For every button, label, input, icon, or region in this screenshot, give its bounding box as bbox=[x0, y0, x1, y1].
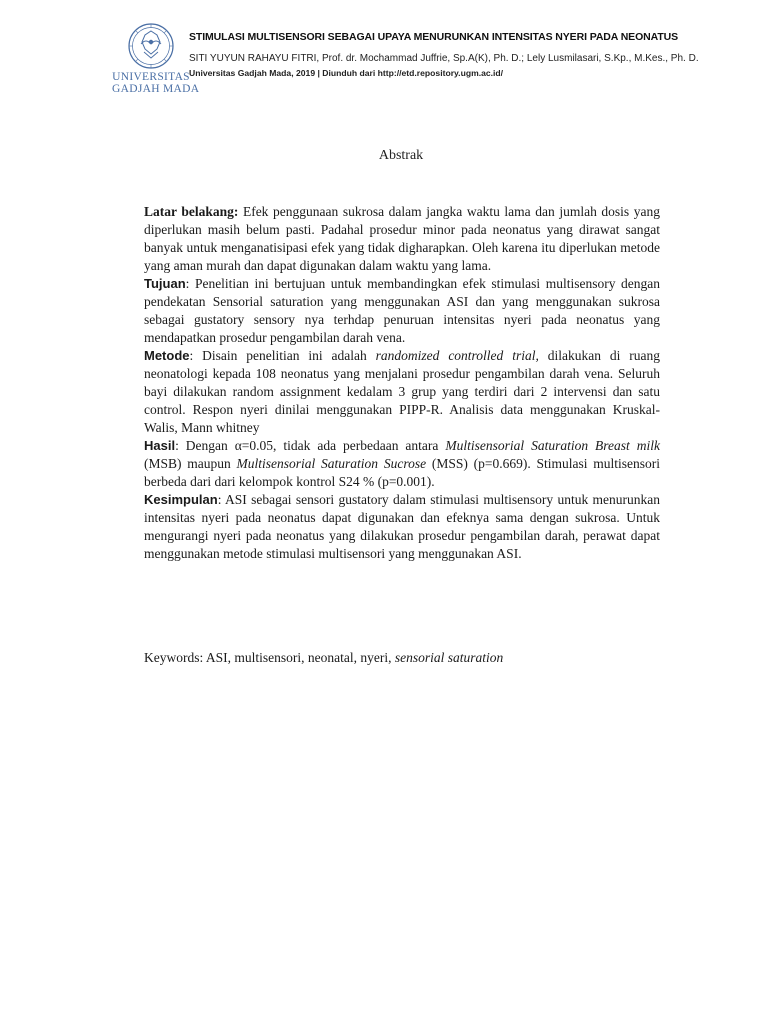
section-text: dilakukan di ruang neonatologi kepada 108 neonatus yang menjalani prosedur pengambilan darah vena. Seluruh bayi dilakukan random assignment kedalam 3 grup yang terdiri dari 2 intervensi dan satu control. Respon nyeri dinilai menggunakan PIPP-R. Analisis data menggunakan Kruskal-Walis, Mann whitney bbox=[144, 348, 660, 435]
abstract-heading: Abstrak bbox=[378, 148, 424, 163]
header-source: Universitas Gadjah Mada, 2019 | Diunduh dari http://etd.repository.ugm.ac.id/ bbox=[189, 68, 504, 78]
page-header bbox=[0, 0, 768, 100]
section-label: Latar belakang: bbox=[144, 204, 239, 219]
keywords-line bbox=[144, 650, 503, 666]
logo-text-line2: GADJAH MADA bbox=[112, 83, 200, 95]
keywords-italic: sensorial saturation bbox=[394, 650, 504, 665]
section-italic-text: randomized controlled trial, bbox=[375, 348, 539, 363]
section-text: : Disain penelitian ini adalah bbox=[189, 348, 376, 363]
section-label: Kesimpulan bbox=[144, 492, 218, 507]
section-text: : Penelitian ini bertujuan untuk membandingkan efek stimulasi multisensory dengan pendekatan Sensorial saturation yang menggunakan ASI dan yang menggunakan sukrosa sebagai gustatory sensory nya terhdap penuruan intensitas nyeri pada neonatus yang mendapatkan prosedur pengambilan darah vena. bbox=[144, 276, 660, 345]
keywords-text: Keywords: ASI, multisensori, neonatal, nyeri, bbox=[144, 650, 395, 665]
section-latar-belakang bbox=[144, 203, 660, 275]
header-title: STIMULASI MULTISENSORI SEBAGAI UPAYA MENURUNKAN INTENSITAS NYERI PADA NEONATUS bbox=[189, 31, 679, 43]
section-label: Tujuan bbox=[144, 276, 186, 291]
section-text: (MSS) (p=0.669). Stimulasi multisensori berbeda dari dari kelompok kontrol S24 % (p=0.001). bbox=[144, 456, 660, 489]
section-text: : Dengan α=0.05, tidak ada perbedaan antara bbox=[175, 438, 446, 453]
section-kesimpulan bbox=[144, 491, 660, 563]
section-metode bbox=[144, 347, 660, 437]
university-seal-icon bbox=[125, 22, 177, 70]
section-label: Metode bbox=[144, 348, 190, 363]
header-authors: SITI YUYUN RAHAYU FITRI, Prof. dr. Mochammad Juffrie, Sp.A(K), Ph. D.; Lely Lusmilasari, S.Kp., M.Kes., Ph. D. bbox=[189, 53, 699, 64]
section-text: (MSB) maupun bbox=[144, 456, 237, 471]
logo-text-line1: UNIVERSITAS bbox=[112, 71, 190, 83]
section-italic-text: Multisensorial Saturation Breast milk bbox=[445, 438, 660, 453]
abstract-body bbox=[144, 203, 660, 563]
section-italic-text: Multisensorial Saturation Sucrose bbox=[236, 456, 427, 471]
section-text: : ASI sebagai sensori gustatory dalam stimulasi multisensory untuk menurunkan intensitas nyeri pada neonatus dapat digunakan dan efeknya sama dengan sukrosa. Untuk mengurangi nyeri pada neonatus yang dilakukan prosedur pengambilan darah, perawat dapat menggunakan metode stimulasi multisensori yang menggunakan ASI. bbox=[144, 492, 660, 561]
section-tujuan bbox=[144, 275, 660, 347]
section-text: Efek penggunaan sukrosa dalam jangka waktu lama dan jumlah dosis yang diperlukan masih belum pasti. Padahal prosedur minor pada neonatus yang dirawat sangat banyak untuk menganatisipasi efek yang tidak digharapkan. Oleh karena itu diperlukan metode yang aman murah dan dapat digunakan dalam waktu yang lama. bbox=[144, 204, 660, 273]
section-hasil bbox=[144, 437, 660, 491]
university-logo bbox=[112, 22, 200, 95]
section-label: Hasil bbox=[144, 438, 176, 453]
